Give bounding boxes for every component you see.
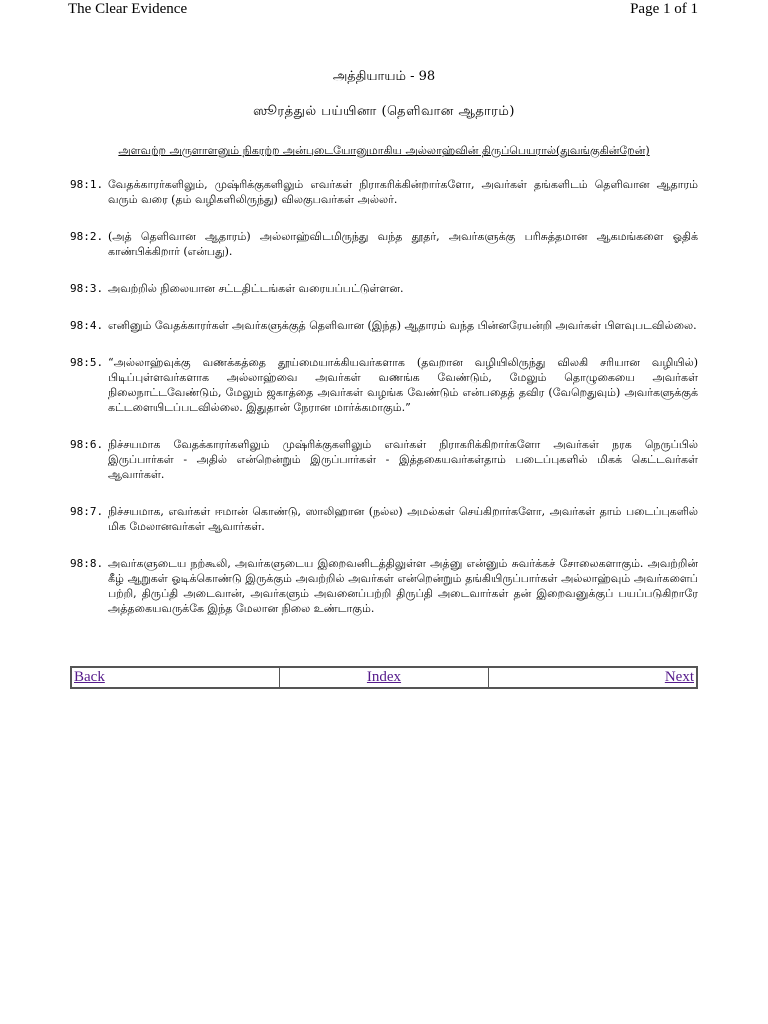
verse-text: நிச்சயமாக, எவர்கள் ஈமான் கொண்டு, ஸாலிஹான (நல்ல) அமல்கள் செய்கிறார்களோ, அவர்கள் தாம் படைப்புகளில் மிக மேலானவர்கள் ஆவார்கள். <box>108 505 698 533</box>
verse-item <box>70 318 698 333</box>
verse-item <box>70 355 698 415</box>
index-link[interactable]: Index <box>366 669 402 685</box>
verse-text: “அல்லாஹ்வுக்கு வணக்கத்தை தூய்மையாக்கியவர்களாக (தவறான வழியிலிருந்து விலகி சரியான வழியில்) பிடிப்புள்ளவர்களாக அல்லாஹ்வை அவர்கள் வணங்க வேண்டும், மேலும் தொழுகையை அவர்கள் நிலைநாட்டவேண்டும், மேலும் ஜகாத்தை அவர்கள் வழங்க வேண்டும் என்பதைத் தவிர (வேறெதுவும்) அவர்களுக்குக் கட்டளையிடப்படவில்லை. இதுதான் நேரான மார்க்கமாகும்.” <box>108 356 698 414</box>
verse-text: அவற்றில் நிலையான சட்டதிட்டங்கள் வரையப்பட்டுள்ளன. <box>108 282 404 295</box>
verse-list <box>70 177 698 638</box>
verse-number: 98:3. <box>70 282 104 295</box>
back-link[interactable]: Back <box>74 669 105 685</box>
chapter-heading: அத்தியாயம் - 98 <box>332 69 436 84</box>
verse-text: எனினும் வேதக்காரர்கள் அவர்களுக்குத் தெளிவான (இந்த) ஆதாரம் வந்த பின்னரேயன்றி அவர்கள் பிளவுபடவில்லை. <box>108 319 697 332</box>
verse-number: 98:5. <box>70 356 104 369</box>
nav-cell-index <box>280 667 489 688</box>
verse-number: 98:6. <box>70 438 104 451</box>
nav-cell-back <box>71 667 280 688</box>
verse-item <box>70 556 698 616</box>
page-indicator: Page 1 of 1 <box>630 1 698 17</box>
verse-item <box>70 437 698 482</box>
print-header <box>68 0 698 18</box>
verse-number: 98:4. <box>70 319 104 332</box>
verse-text: வேதக்காரர்களிலும், முஷ்ரிக்குகளிலும் எவர்கள் நிராகரிக்கின்றார்களோ, அவர்கள் தங்களிடம் தெளிவான ஆதாரம் வரும் வரை (தம் வழிகளிலிருந்து) விலகுபவர்கள் அல்லர். <box>108 178 698 206</box>
verse-item <box>70 504 698 534</box>
verse-number: 98:8. <box>70 557 104 570</box>
verse-text: நிச்சயமாக வேதக்காரர்களிலும் முஷ்ரிக்குகளிலும் எவர்கள் நிராகரிக்கிறார்களோ அவர்கள் நரக நெருப்பில் இருப்பார்கள் - அதில் என்றென்றும் இருப்பார்கள் - இத்தகையவர்கள்தாம் படைப்புகளில் மிகக் கெட்டவர்கள் ஆவார்கள். <box>108 438 698 481</box>
verse-item <box>70 177 698 207</box>
verse-text: (அத் தெளிவான ஆதாரம்) அல்லாஹ்விடமிருந்து வந்த தூதர், அவர்களுக்கு பரிசுத்தமான ஆகமங்களை ஓதிக் காண்பிக்கிறார் (என்பது). <box>108 230 698 258</box>
verse-number: 98:1. <box>70 178 104 191</box>
verse-number: 98:2. <box>70 230 104 243</box>
verse-text: அவர்களுடைய நற்கூலி, அவர்களுடைய இறைவனிடத்திலுள்ள அத்னு என்னும் சுவர்க்கச் சோலைகளாகும். அவற்றின் கீழ் ஆறுகள் ஓடிக்கொண்டு இருக்கும் அவற்றில் அவர்கள் என்றென்றும் தங்கியிருப்பார்கள் அல்லாஹ்வும் அவர்களைப் பற்றி, திருப்தி அடைவான், அவர்களும் அவனைப்பற்றி திருப்தி அடைவார்கள் தன் இறைவனுக்குப் பயப்படுகிறாரே அத்தகையவருக்கே இந்த மேலான நிலை உண்டாகும். <box>108 557 698 615</box>
verse-number: 98:7. <box>70 505 104 518</box>
surah-title: ஸூரத்துல் பய்யினா (தெளிவான ஆதாரம்) <box>253 104 515 119</box>
next-link[interactable]: Next <box>664 669 694 685</box>
navigation-bar <box>70 666 698 689</box>
document-title: The Clear Evidence <box>68 1 188 17</box>
nav-cell-next <box>488 667 697 688</box>
bismillah: அளவற்ற அருளாளனும் நிகரற்ற அன்புடையோனுமாகிய அல்லாஹ்வின் திருப்பெயரால்(துவங்குகின்றேன்) <box>118 144 650 157</box>
verse-item <box>70 281 698 296</box>
verse-item <box>70 229 698 259</box>
